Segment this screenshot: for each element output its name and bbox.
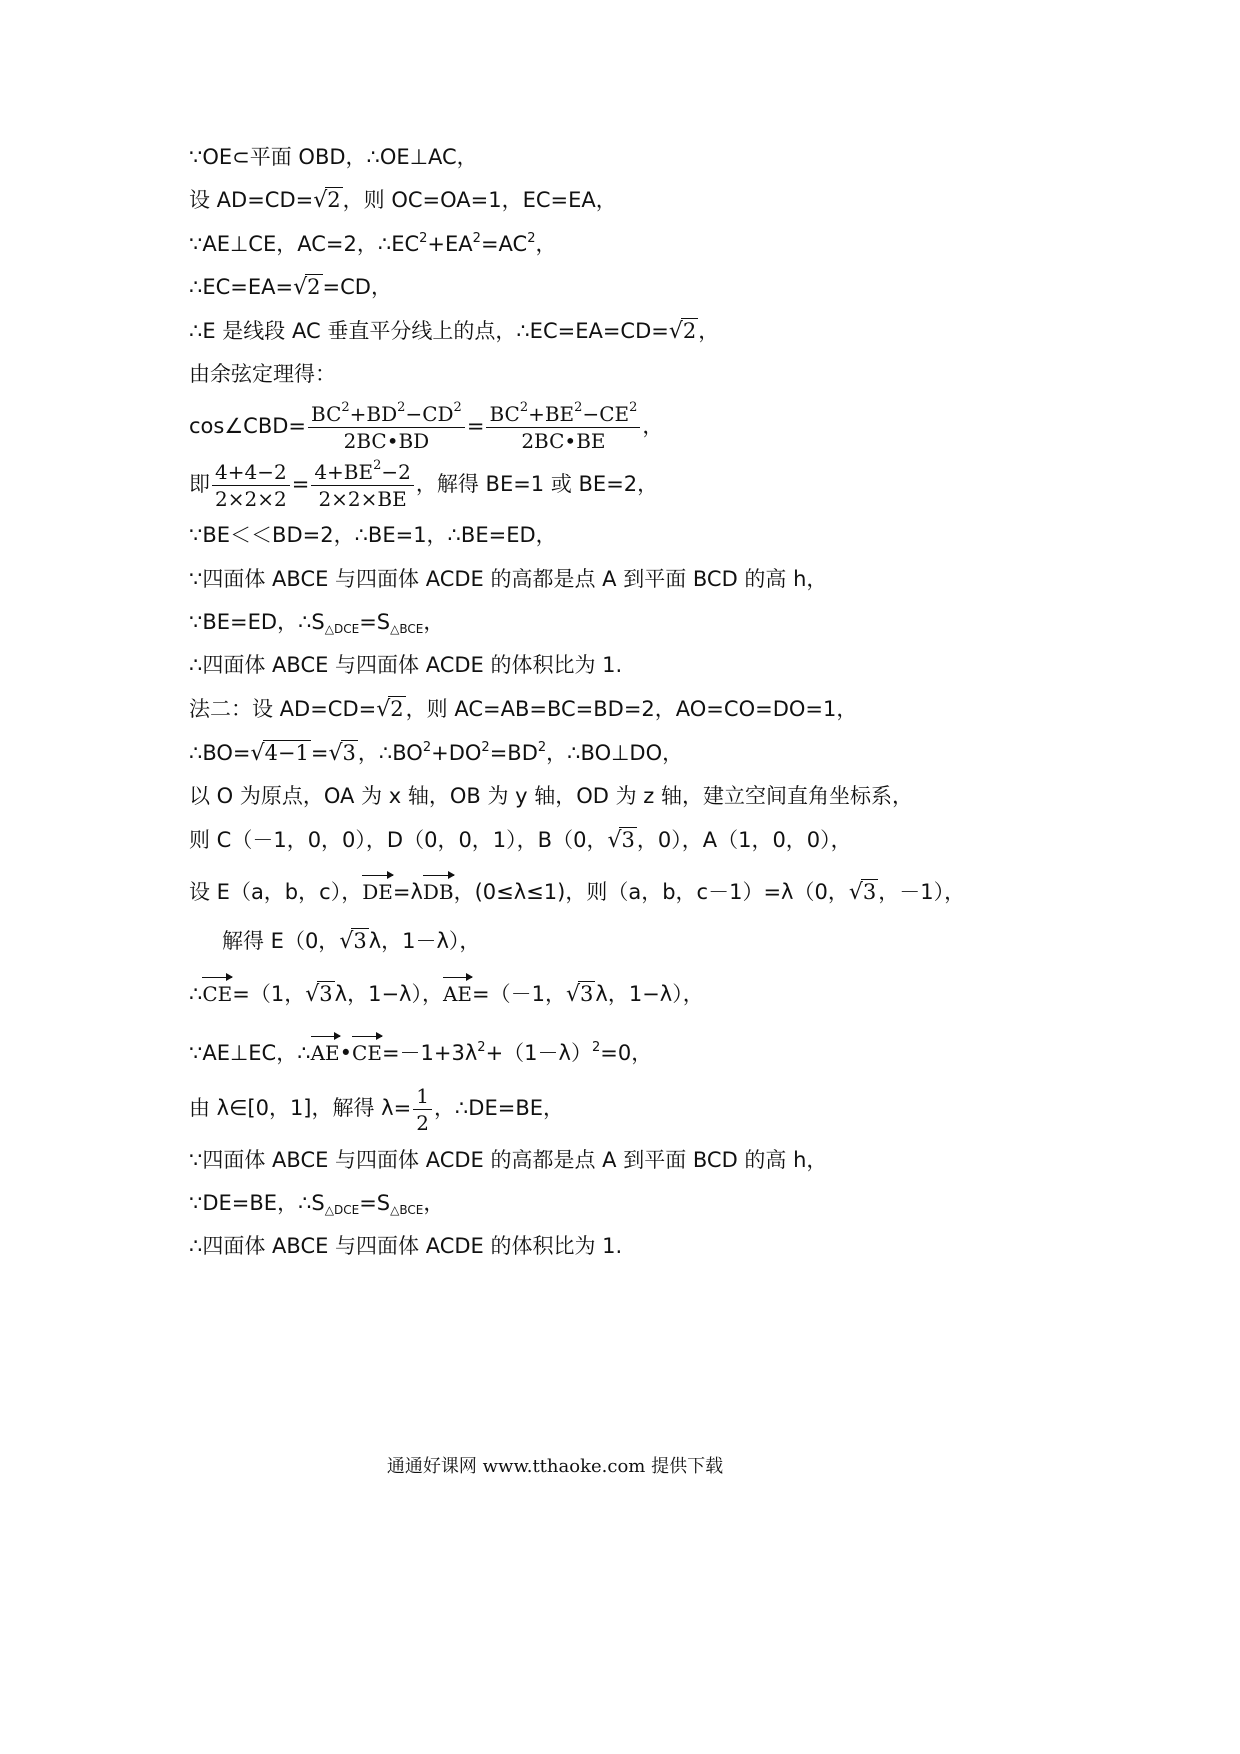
line-15: [189, 782, 913, 810]
sqrt: √2: [313, 188, 341, 213]
text: ∵四面体 ABCE 与四面体 ACDE 的高都是点 A 到平面 BCD 的高 h，: [189, 567, 828, 591]
text: 法二：设 AD=CD=: [189, 697, 377, 721]
text: 设 AD=CD=: [189, 188, 314, 212]
text: 由 λ∈[0，1]，解得 λ=: [189, 1096, 412, 1120]
line-9: [189, 521, 557, 549]
vector-ce: CE: [352, 1037, 382, 1067]
sqrt: √3: [305, 982, 333, 1007]
line-20: ∵AE⊥EC，∴ AE• $CE=-1+3\lambda^2+(1-\lambda)^2=0$，: [189, 1037, 652, 1067]
line-18: 解得 E（0，√3λ，1－λ），: [222, 929, 481, 954]
vector-ae: AE: [311, 1037, 340, 1067]
text: ∵BE=ED，∴S: [189, 610, 325, 634]
sqrt: √3: [848, 880, 877, 905]
text: ∴BO=: [189, 741, 251, 765]
vector-ce: CE: [202, 978, 232, 1008]
line-7-cosine-formula: cos∠CBD= $\frac{BC^2+BD^2-CD^2}{2BC•BD}$ = $\frac{BC^2+BE^2-CE^2}{2BC•BE}$ ，: [189, 399, 664, 453]
text: 设 E（a，b，c），: [189, 880, 363, 904]
line-13: 法二：设 AD=CD=√2，则 AC=AB=BC=BD=2，AO=CO=DO=1，: [189, 697, 858, 722]
text: ∴四面体 ABCE 与四面体 ACDE 的体积比为 1.: [189, 1234, 623, 1258]
line-10: [189, 565, 827, 593]
sqrt: √2: [376, 697, 404, 722]
vector-db: DB: [423, 876, 454, 906]
line-8-equation: 即 $\frac{4+4-2}{2\times 2\times 2}$ = $\frac{4+BE^2-2}{2\times 2\times BE}$ ，解得 BE=1 或 BE=2，: [189, 457, 659, 511]
fraction: $\frac{BC^2+BD^2-CD^2}{2BC•BD}$: [308, 402, 465, 453]
line-19: ∴ CE=（1，√3λ，1−λ）， AE=（－1，√3λ，1−λ），: [189, 978, 704, 1009]
footer-source: 通通好课网 www.tthaoke.com 提供下载: [386, 1456, 724, 1477]
sqrt: √3: [607, 828, 635, 853]
text: cos∠CBD=: [189, 414, 306, 438]
line-16: 则 C（－1，0，0），D（0，0，1），B（0，√3，0），A（1，0，0），: [189, 828, 852, 853]
vector-de: DE: [362, 876, 393, 906]
vector-ae: AE: [443, 978, 472, 1008]
line-21: 由 λ∈[0，1]，解得 λ= $\frac{1}{2}$ ，∴DE=BE，: [189, 1083, 565, 1135]
line-12: [189, 651, 622, 679]
text: ∴E 是线段 AC 垂直平分线上的点，∴EC=EA=CD=: [189, 319, 669, 343]
text: ∵DE=BE，∴S: [189, 1191, 325, 1215]
text: ∵四面体 ABCE 与四面体 ACDE 的高都是点 A 到平面 BCD 的高 h，: [189, 1148, 828, 1172]
sqrt: √3: [339, 929, 367, 954]
fraction: $\frac{1}{2}$: [413, 1084, 432, 1135]
line-5: ∴E 是线段 AC 垂直平分线上的点，∴EC=EA=CD=√2，: [189, 319, 720, 344]
line-14: ∴BO=√4−1=√3，$\therefore BO^2+DO^2=BD^2$，∴BO⊥DO，: [189, 740, 684, 766]
line-22: [189, 1146, 827, 1174]
sqrt: √3: [328, 741, 356, 766]
sqrt: √4−1: [250, 741, 309, 766]
line-23: ∵DE=BE，$\therefore S_{\triangle DCE}=S_{\triangle BCE}$，: [189, 1191, 445, 1217]
text: ∵AE⊥CE，AC=2，∴EC: [189, 232, 420, 256]
text: ，则 OC=OA=1，EC=EA，: [342, 188, 617, 212]
superscript: 2: [419, 231, 428, 246]
fraction: $\frac{4+4-2}{2\times 2\times 2}$: [212, 460, 290, 511]
sqrt: √2: [293, 275, 321, 300]
sqrt: √3: [565, 982, 594, 1007]
sqrt: √2: [668, 319, 697, 344]
text: ∴EC=EA=: [189, 275, 294, 299]
line-24: [189, 1232, 622, 1260]
text: ∵OE⊂平面 OBD，∴OE⊥AC，: [189, 145, 478, 169]
line-6: [189, 360, 336, 388]
text: 解得 E（0，: [222, 929, 340, 953]
fraction: $\frac{4+BE^2-2}{2\times 2\times BE}$: [311, 460, 414, 511]
line-17: 设 E（a，b，c）， DE=λ DB，(0≤λ≤1)，则（a，b，c－1）=λ（0，√3，－1），: [189, 876, 965, 907]
text: ∵BE＜＜BD=2，∴BE=1，∴BE=ED，: [189, 523, 557, 547]
text: ∴四面体 ABCE 与四面体 ACDE 的体积比为 1.: [189, 653, 623, 677]
line-11: ∵BE=ED，$\therefore S_{\triangle DCE}=S_{\triangle BCE}$，: [189, 610, 445, 636]
line-3: ∵AE⊥CE，AC=2，$\therefore EC^2+EA^2=AC^2$，: [189, 231, 557, 256]
line-4: ∴EC=EA=√2=CD，: [189, 275, 392, 300]
text: 以 O 为原点，OA 为 x 轴，OB 为 y 轴，OD 为 z 轴，建立空间直角坐标系，: [189, 784, 913, 808]
text: ∴: [189, 982, 203, 1006]
line-1: [189, 143, 478, 171]
line-2: [189, 186, 617, 215]
text: 则 C（－1，0，0），D（0，0，1），B（0，: [189, 828, 608, 852]
fraction: $\frac{BC^2+BE^2-CE^2}{2BC•BE}$: [486, 402, 640, 453]
text: 即: [189, 472, 210, 496]
text: ∵AE⊥EC，∴: [189, 1041, 311, 1065]
text: 由余弦定理得：: [189, 362, 336, 386]
